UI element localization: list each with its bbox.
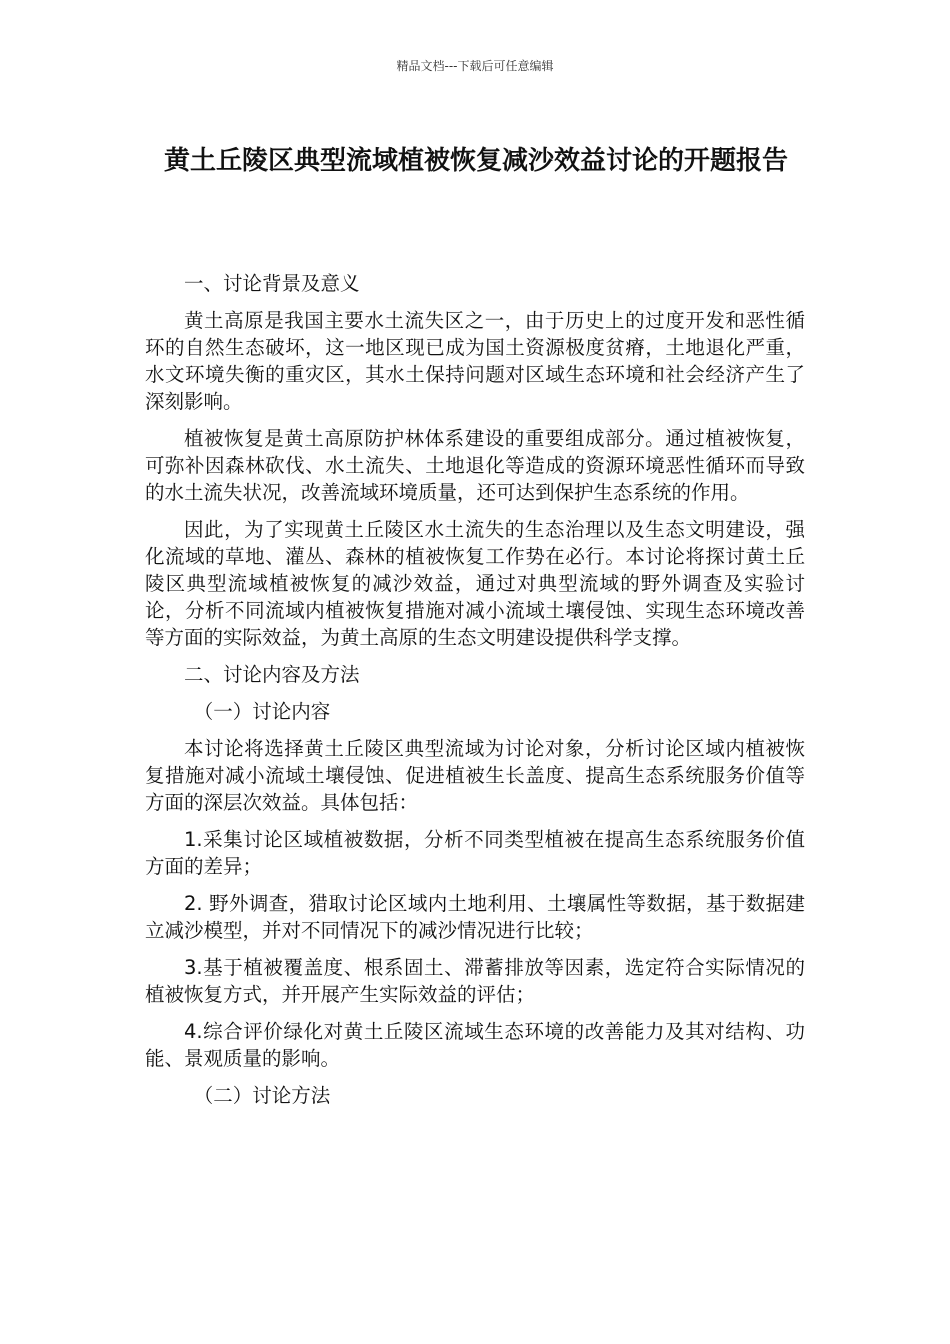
document-body xyxy=(145,270,805,1119)
subsection-heading-content: （一）讨论内容 xyxy=(193,700,331,723)
section-heading-content-methods: 二、讨论内容及方法 xyxy=(184,663,360,686)
document-title: 黄土丘陵区典型流域植被恢复减沙效益讨论的开题报告 xyxy=(163,146,788,176)
paragraph: 黄土高原是我国主要水土流失区之一，由于历史上的过度开发和恶性循环的自然生态破坏，这一地区现已成为国土资源极度贫瘠，土地退化严重，水文环境失衡的重灾区，其水土保持问题对区域生态环境和社会经济产生了深刻影响。 xyxy=(145,309,805,413)
paragraph: 植被恢复是黄土高原防护林体系建设的重要组成部分。通过植被恢复，可弥补因森林砍伐、水土流失、土地退化等造成的资源环境恶性循环而导致的水土流失状况，改善流域环境质量，还可达到保护生态系统的作用。 xyxy=(145,427,805,504)
header-note: 精品文档---下载后可任意编辑 xyxy=(396,59,554,73)
list-item: 2. 野外调查，猎取讨论区域内土地利用、土壤属性等数据，基于数据建立减沙模型，并对不同情况下的减沙情况进行比较； xyxy=(145,892,805,942)
list-item: 1.采集讨论区域植被数据，分析不同类型植被在提高生态系统服务价值方面的差异； xyxy=(145,828,805,878)
list-item: 4.综合评价绿化对黄土丘陵区流域生态环境的改善能力及其对结构、功能、景观质量的影响。 xyxy=(145,1020,805,1070)
paragraph: 本讨论将选择黄土丘陵区典型流域为讨论对象，分析讨论区域内植被恢复措施对减小流域土壤侵蚀、促进植被生长盖度、提高生态系统服务价值等方面的深层次效益。具体包括： xyxy=(145,737,805,814)
subsection-heading-methods: （二）讨论方法 xyxy=(193,1084,331,1107)
section-heading-background: 一、讨论背景及意义 xyxy=(184,272,360,295)
paragraph: 因此，为了实现黄土丘陵区水土流失的生态治理以及生态文明建设，强化流域的草地、灌丛、森林的植被恢复工作势在必行。本讨论将探讨黄土丘陵区典型流域植被恢复的减沙效益，通过对典型流域的野外调查及实验讨论，分析不同流域内植被恢复措施对减小流域土壤侵蚀、实现生态环境改善等方面的实际效益，为黄土高原的生态文明建设提供科学支撑。 xyxy=(145,518,805,649)
list-item: 3.基于植被覆盖度、根系固土、滞蓄排放等因素，选定符合实际情况的植被恢复方式，并开展产生实际效益的评估； xyxy=(145,956,805,1006)
